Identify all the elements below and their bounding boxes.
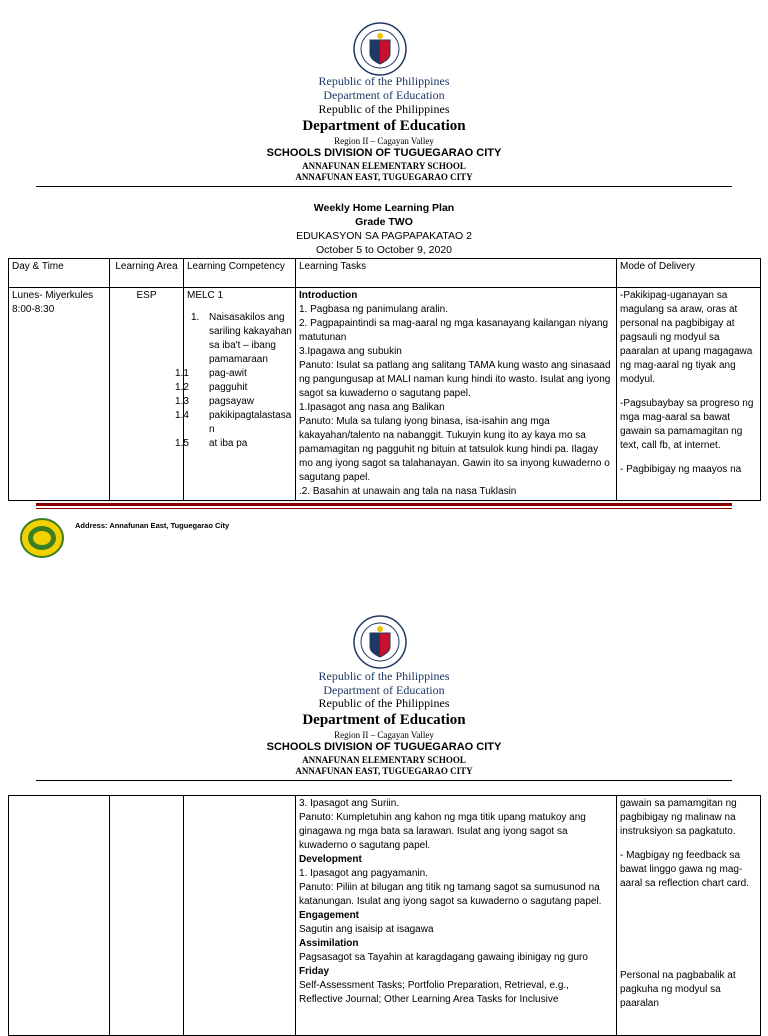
task-line: Panuto: Isulat sa patlang ang salitang TAMA kung wasto ang sinasaad ng pangungusap at MALI naman kung hindi ito wasto. Isulat ang iyong sagot sa kuwaderno o sagutang papel. bbox=[299, 360, 611, 399]
day-text: Lunes- Miyerkules bbox=[12, 290, 94, 301]
task-line: 3.Ipagawa ang subukin bbox=[299, 346, 402, 357]
header-deped-1: Department of Education bbox=[323, 88, 445, 102]
header-republic-1: Republic of the Philippines bbox=[318, 74, 450, 88]
footer-address: Address: Annafunan East, Tuguegarao City bbox=[75, 521, 230, 530]
task-line: Self-Assessment Tasks; Portfolio Preparation, Retrieval, e.g., Reflective Journal; Other Learning Area Tasks for Inclusive bbox=[299, 980, 569, 1005]
delivery-item: - Pagbibigay ng maayos na bbox=[620, 464, 742, 475]
header-region: Region II – Cagayan Valley bbox=[334, 730, 434, 740]
header-learning-area: Learning Area bbox=[110, 259, 184, 288]
task-line: 1. Pagbasa ng panimulang aralin. bbox=[299, 304, 448, 315]
learning-tasks-cell bbox=[296, 796, 617, 1036]
footer-bar bbox=[36, 503, 732, 506]
learning-area-cell bbox=[110, 796, 184, 1036]
deped-seal-page2 bbox=[353, 615, 407, 669]
list-item: 1.3 pagsayaw bbox=[175, 396, 255, 407]
competency-main-text: Naisasakilos ang sariling kakayahan sa iba't – ibang pamamaraan bbox=[209, 312, 292, 365]
deped-seal-icon bbox=[353, 615, 407, 669]
header-department: Department of Education bbox=[302, 118, 466, 134]
day-time-cell bbox=[9, 288, 110, 501]
header-region: Region II – Cagayan Valley bbox=[334, 136, 434, 146]
task-line: Panuto: Mula sa tulang iyong binasa, isa-isahin ang mga kakayahan/talento na nabanggit. Tukuyin kung ito ay kaya mo sa pamamagitan ng pagguhit ng bituin at tatsulok kung hindi pa. Ilagay mo ang iyong sagot sa talahanayan. Gawin ito sa inyong kuwaderno o sagutang papel. bbox=[299, 416, 610, 483]
task-line: Engagement bbox=[299, 910, 360, 921]
competency-subitems bbox=[175, 367, 292, 451]
header-division: SCHOOLS DIVISION OF TUGUEGARAO CITY bbox=[266, 147, 502, 159]
mode-of-delivery-cell bbox=[617, 796, 761, 1036]
plan-grade: Grade TWO bbox=[355, 216, 413, 228]
task-line: Assimilation bbox=[299, 938, 359, 949]
plan-dates: October 5 to October 9, 2020 bbox=[316, 244, 452, 256]
header-mode-of-delivery: Mode of Delivery bbox=[617, 259, 761, 288]
header-department: Department of Education bbox=[302, 712, 466, 728]
learning-plan-table-page2 bbox=[8, 795, 761, 1036]
task-line: Friday bbox=[299, 966, 330, 977]
task-line: Panuto: Kumpletuhin ang kahon ng mga titik upang matukoy ang ginagawa ng mga bata sa larawan. Isulat ang iyong sagot sa kuwaderno o sagutang papel. bbox=[299, 812, 586, 851]
task-line: Development bbox=[299, 854, 362, 865]
table-row bbox=[9, 796, 761, 1036]
header-learning-tasks: Learning Tasks bbox=[296, 259, 617, 288]
list-item: 1.2 pagguhit bbox=[175, 382, 248, 393]
table-header-row bbox=[9, 259, 761, 288]
table-row bbox=[9, 288, 761, 501]
time-text: 8:00-8:30 bbox=[12, 304, 55, 315]
header-learning-competency: Learning Competency bbox=[184, 259, 296, 288]
task-line: 1. Ipasagot ang pagyamanin. bbox=[299, 868, 428, 879]
learning-plan-table-page1 bbox=[8, 258, 761, 501]
task-line: 1.Ipasagot ang nasa ang Balikan bbox=[299, 402, 445, 413]
task-line: Pagsasagot sa Tayahin at karagdagang gawaing ibinigay ng guro bbox=[299, 952, 588, 963]
plan-title: Weekly Home Learning Plan bbox=[313, 202, 455, 214]
delivery-item: - Magbigay ng feedback sa bawat linggo gawa ng mag-aaral sa reflection chart card. bbox=[620, 850, 749, 889]
header-day-time: Day & Time bbox=[9, 259, 110, 288]
learning-tasks-cell bbox=[296, 288, 617, 501]
header-republic-1: Republic of the Philippines bbox=[318, 669, 450, 683]
task-line: 2. Pagpapaintindi sa mag-aaral ng mga kasanayang kailangan niyang matutunan bbox=[299, 318, 609, 343]
header-address: ANNAFUNAN EAST, TUGUEGARAO CITY bbox=[295, 766, 473, 776]
school-logo bbox=[20, 518, 64, 558]
header-divider bbox=[36, 186, 732, 187]
delivery-item: -Pakikipag-uganayan sa magulang sa araw, oras at personal na pagbibigay at pagsauli ng modyul sa paaralan at upang magagawa ng mag-aaral ng tiyak ang modyul. bbox=[620, 290, 753, 385]
competency-main-num: 1. bbox=[191, 312, 200, 323]
list-item: 1.1 pag-awit bbox=[175, 368, 247, 379]
task-line: Panuto: Piliin at bilugan ang titik ng tamang sagot sa sumusunod na katanungan. Isulat ang iyong sagot sa kuwaderno o sagutang papel. bbox=[299, 882, 602, 907]
delivery-item: Personal na pagbabalik at pagkuha ng modyul sa paaralan bbox=[620, 970, 736, 1009]
competency-title: MELC 1 bbox=[187, 290, 224, 301]
task-line: .2. Basahin at unawain ang tala na nasa Tuklasin bbox=[299, 486, 517, 497]
mode-of-delivery-cell bbox=[617, 288, 761, 501]
deped-seal-top bbox=[353, 22, 407, 76]
day-time-cell bbox=[9, 796, 110, 1036]
delivery-item: gawain sa pamamgitan ng pagbibigay ng malinaw na instruksiyon sa pagkatuto. bbox=[620, 798, 737, 837]
competency-main bbox=[187, 311, 292, 367]
header-address: ANNAFUNAN EAST, TUGUEGARAO CITY bbox=[295, 172, 473, 182]
task-line: Introduction bbox=[299, 290, 358, 301]
header-division: SCHOOLS DIVISION OF TUGUEGARAO CITY bbox=[266, 741, 502, 753]
task-line: 3. Ipasagot ang Suriin. bbox=[299, 798, 400, 809]
learning-area-cell: ESP bbox=[110, 288, 184, 501]
competency-cell bbox=[175, 288, 296, 501]
deped-seal-icon bbox=[353, 22, 407, 76]
school-logo-icon bbox=[20, 518, 64, 558]
header-deped-1: Department of Education bbox=[323, 683, 445, 697]
task-line: Sagutin ang isaisip at isagawa bbox=[299, 924, 434, 935]
list-item: 1.5 at iba pa bbox=[175, 438, 248, 449]
header-republic-2: Republic of the Philippines bbox=[318, 102, 450, 116]
header-school: ANNAFUNAN ELEMENTARY SCHOOL bbox=[302, 161, 466, 171]
delivery-item: -Pagsubaybay sa progreso ng mga mag-aaral sa bawat gawain sa pamamagitan ng text, call fb, at internet. bbox=[620, 398, 754, 451]
list-item: 1.4 pakikipagtalastasa n bbox=[175, 410, 292, 435]
header-divider bbox=[36, 780, 732, 781]
header-school: ANNAFUNAN ELEMENTARY SCHOOL bbox=[302, 755, 466, 765]
plan-subject: EDUKASYON SA PAGPAPAKATAO 2 bbox=[296, 230, 472, 242]
competency-cell bbox=[184, 796, 296, 1036]
footer-bar-thin bbox=[36, 508, 732, 509]
header-republic-2: Republic of the Philippines bbox=[318, 696, 450, 710]
